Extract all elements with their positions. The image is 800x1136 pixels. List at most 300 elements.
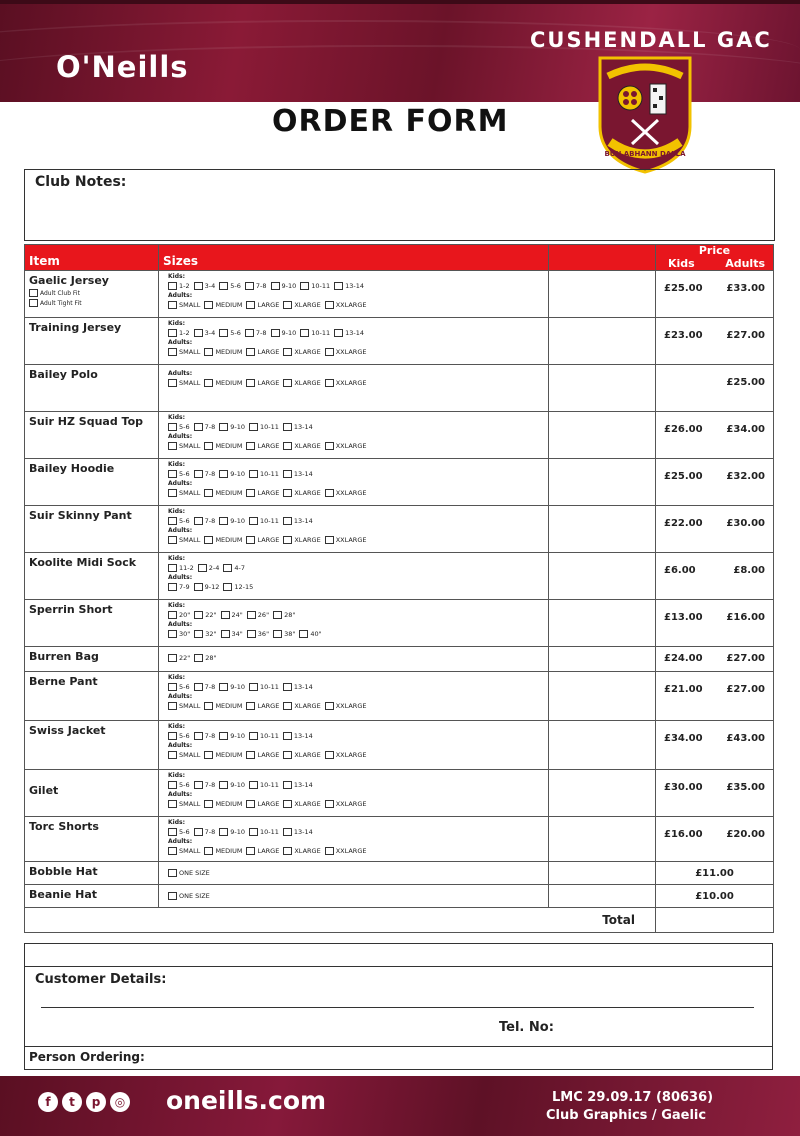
size-option[interactable]	[249, 517, 279, 525]
size-option[interactable]	[273, 630, 295, 638]
size-option[interactable]	[194, 329, 216, 337]
facebook-icon[interactable]: f	[38, 1092, 58, 1112]
checkbox[interactable]	[273, 630, 282, 638]
size-option[interactable]	[283, 423, 313, 431]
size-option[interactable]	[204, 702, 242, 710]
size-option[interactable]	[219, 470, 245, 478]
checkbox[interactable]	[168, 800, 177, 808]
size-option[interactable]	[283, 732, 313, 740]
checkbox[interactable]	[219, 828, 228, 836]
checkbox[interactable]	[168, 892, 177, 900]
size-option[interactable]	[283, 751, 320, 759]
size-option[interactable]	[283, 828, 313, 836]
size-option[interactable]	[283, 702, 320, 710]
kids-price: £6.00	[664, 565, 696, 576]
checkbox[interactable]	[29, 289, 38, 297]
checkbox[interactable]	[204, 301, 213, 309]
checkbox[interactable]	[249, 683, 258, 691]
checkbox[interactable]	[283, 301, 292, 309]
checkbox[interactable]	[168, 442, 177, 450]
checkbox[interactable]	[325, 489, 334, 497]
checkbox[interactable]	[247, 611, 256, 619]
checkbox[interactable]	[325, 379, 334, 387]
quantity-field[interactable]	[549, 817, 656, 862]
size-option[interactable]	[194, 654, 216, 662]
size-option[interactable]	[194, 732, 216, 740]
checkbox[interactable]	[194, 683, 203, 691]
quantity-field[interactable]	[549, 600, 656, 647]
checkbox[interactable]	[325, 751, 334, 759]
checkbox[interactable]	[283, 781, 292, 789]
size-option[interactable]	[168, 301, 200, 309]
checkbox[interactable]	[246, 489, 255, 497]
size-option[interactable]	[245, 329, 267, 337]
checkbox[interactable]	[246, 536, 255, 544]
checkbox[interactable]	[246, 442, 255, 450]
size-option[interactable]	[198, 564, 220, 572]
size-option[interactable]	[325, 536, 367, 544]
checkbox[interactable]	[198, 564, 207, 572]
sizes-cell	[159, 365, 549, 412]
checkbox[interactable]	[334, 282, 343, 290]
quantity-field[interactable]	[549, 506, 656, 553]
size-option[interactable]	[168, 781, 190, 789]
checkbox[interactable]	[334, 329, 343, 337]
size-option[interactable]	[168, 892, 210, 900]
size-option[interactable]	[325, 702, 367, 710]
checkbox[interactable]	[283, 470, 292, 478]
size-option[interactable]	[283, 847, 320, 855]
size-option[interactable]	[194, 282, 216, 290]
size-option[interactable]	[168, 282, 190, 290]
size-option[interactable]	[246, 489, 279, 497]
quantity-field[interactable]	[549, 647, 656, 672]
checkbox[interactable]	[194, 423, 203, 431]
checkbox[interactable]	[325, 536, 334, 544]
size-option[interactable]	[194, 517, 216, 525]
checkbox[interactable]	[219, 470, 228, 478]
twitter-icon[interactable]: t	[62, 1092, 82, 1112]
checkbox[interactable]	[283, 751, 292, 759]
checkbox[interactable]	[204, 442, 213, 450]
checkbox[interactable]	[221, 611, 230, 619]
size-option[interactable]	[283, 489, 320, 497]
quantity-field[interactable]	[549, 459, 656, 506]
checkbox[interactable]	[283, 828, 292, 836]
size-option[interactable]	[325, 348, 367, 356]
size-option[interactable]	[246, 800, 279, 808]
checkbox[interactable]	[219, 423, 228, 431]
quantity-field[interactable]	[549, 862, 656, 885]
checkbox[interactable]	[194, 583, 203, 591]
adult-price: £27.00	[726, 684, 765, 695]
checkbox[interactable]	[219, 517, 228, 525]
size-options	[168, 610, 548, 619]
checkbox[interactable]	[246, 702, 255, 710]
checkbox[interactable]	[249, 470, 258, 478]
fit-option[interactable]	[25, 299, 158, 307]
size-label: 5-6	[179, 780, 190, 789]
checkbox[interactable]	[168, 683, 177, 691]
checkbox[interactable]	[194, 282, 203, 290]
checkbox[interactable]	[246, 301, 255, 309]
size-option[interactable]	[168, 536, 200, 544]
size-option[interactable]	[283, 442, 320, 450]
checkbox[interactable]	[194, 329, 203, 337]
size-option[interactable]	[246, 847, 279, 855]
checkbox[interactable]	[283, 348, 292, 356]
checkbox[interactable]	[204, 348, 213, 356]
size-option[interactable]	[219, 732, 245, 740]
size-option[interactable]	[194, 630, 216, 638]
size-option[interactable]	[273, 611, 295, 619]
size-option[interactable]	[299, 630, 321, 638]
size-option[interactable]	[204, 751, 242, 759]
checkbox[interactable]	[29, 299, 38, 307]
size-option[interactable]	[168, 564, 194, 572]
checkbox[interactable]	[246, 379, 255, 387]
size-option[interactable]	[204, 536, 242, 544]
checkbox[interactable]	[246, 800, 255, 808]
size-option[interactable]	[283, 781, 313, 789]
size-option[interactable]	[219, 683, 245, 691]
checkbox[interactable]	[168, 423, 177, 431]
checkbox[interactable]	[283, 489, 292, 497]
checkbox[interactable]	[168, 654, 177, 662]
size-option[interactable]	[246, 536, 279, 544]
checkbox[interactable]	[249, 732, 258, 740]
price-cell	[656, 862, 774, 885]
size-option[interactable]	[249, 423, 279, 431]
checkbox[interactable]	[168, 536, 177, 544]
size-option[interactable]	[283, 348, 320, 356]
size-option[interactable]	[204, 379, 242, 387]
size-option[interactable]	[283, 517, 313, 525]
checkbox[interactable]	[249, 423, 258, 431]
size-option[interactable]	[246, 379, 279, 387]
checkbox[interactable]	[204, 800, 213, 808]
size-label: 3-4	[204, 281, 216, 290]
size-option[interactable]	[219, 781, 245, 789]
size-group-label: Adults:	[168, 791, 193, 798]
checkbox[interactable]	[194, 781, 203, 789]
checkbox[interactable]	[283, 379, 292, 387]
fit-option[interactable]	[25, 289, 158, 297]
quantity-field[interactable]	[549, 318, 656, 365]
checkbox[interactable]	[204, 751, 213, 759]
size-option[interactable]	[223, 583, 253, 591]
item-name: Training Jersey	[29, 321, 122, 334]
item-cell	[25, 862, 159, 885]
size-option[interactable]	[271, 329, 297, 337]
quantity-field[interactable]	[549, 770, 656, 817]
size-option[interactable]	[194, 683, 216, 691]
quantity-field[interactable]	[549, 271, 656, 318]
checkbox[interactable]	[283, 847, 292, 855]
checkbox[interactable]	[249, 828, 258, 836]
size-group-label: Kids:	[168, 674, 185, 681]
checkbox[interactable]	[223, 564, 232, 572]
size-label: SMALL	[179, 441, 201, 450]
checkbox[interactable]	[194, 470, 203, 478]
checkbox[interactable]	[168, 781, 177, 789]
size-option[interactable]	[204, 348, 242, 356]
size-label: 13-14	[293, 422, 313, 431]
checkbox[interactable]	[245, 329, 254, 337]
size-option[interactable]	[271, 282, 297, 290]
size-option[interactable]	[204, 442, 242, 450]
checkbox[interactable]	[194, 630, 203, 638]
checkbox[interactable]	[168, 611, 177, 619]
size-option[interactable]	[168, 470, 190, 478]
size-option[interactable]	[247, 611, 269, 619]
checkbox[interactable]	[194, 611, 203, 619]
size-group-label: Adults:	[168, 292, 193, 299]
size-option[interactable]	[168, 517, 190, 525]
size-option[interactable]	[325, 442, 367, 450]
size-options	[168, 328, 548, 337]
checkbox[interactable]	[300, 282, 309, 290]
size-option[interactable]	[221, 630, 243, 638]
size-option[interactable]	[219, 423, 245, 431]
checkbox[interactable]	[283, 517, 292, 525]
checkbox[interactable]	[325, 348, 334, 356]
size-option[interactable]	[168, 828, 190, 836]
checkbox[interactable]	[168, 517, 177, 525]
checkbox[interactable]	[194, 517, 203, 525]
checkbox[interactable]	[283, 442, 292, 450]
size-option[interactable]	[283, 301, 320, 309]
size-option[interactable]	[204, 800, 242, 808]
size-option[interactable]	[194, 470, 216, 478]
size-label: XXLARGE	[335, 846, 367, 855]
size-option[interactable]	[249, 470, 279, 478]
checkbox[interactable]	[300, 329, 309, 337]
size-option[interactable]	[204, 847, 242, 855]
checkbox[interactable]	[204, 379, 213, 387]
size-option[interactable]	[283, 683, 313, 691]
instagram-icon[interactable]: ◎	[110, 1092, 130, 1112]
quantity-field[interactable]	[549, 672, 656, 721]
checkbox[interactable]	[283, 536, 292, 544]
sizes-cell	[159, 885, 549, 908]
size-option[interactable]	[246, 702, 279, 710]
checkbox[interactable]	[271, 329, 280, 337]
size-option[interactable]	[246, 348, 279, 356]
size-option[interactable]	[219, 828, 245, 836]
size-option[interactable]	[194, 781, 216, 789]
quantity-field[interactable]	[549, 721, 656, 770]
total-field[interactable]	[656, 908, 774, 933]
size-option[interactable]	[168, 751, 200, 759]
size-option[interactable]	[168, 683, 190, 691]
size-option[interactable]	[194, 611, 216, 619]
size-option[interactable]	[283, 379, 320, 387]
size-option[interactable]	[283, 536, 320, 544]
page-title: ORDER FORM	[272, 104, 509, 139]
checkbox[interactable]	[204, 702, 213, 710]
sizes-cell	[159, 770, 549, 817]
checkbox[interactable]	[168, 329, 177, 337]
checkbox[interactable]	[283, 423, 292, 431]
size-option[interactable]	[204, 301, 242, 309]
checkbox[interactable]	[168, 564, 177, 572]
checkbox[interactable]	[325, 800, 334, 808]
size-label: 10-11	[311, 328, 331, 337]
size-option[interactable]	[325, 751, 367, 759]
size-label: MEDIUM	[215, 846, 243, 855]
checkbox[interactable]	[168, 702, 177, 710]
size-option[interactable]	[249, 828, 279, 836]
checkbox[interactable]	[219, 732, 228, 740]
size-option[interactable]	[194, 583, 220, 591]
club-notes-box[interactable]	[24, 169, 775, 241]
size-option[interactable]	[168, 423, 190, 431]
fit-option-label: Adult Club Fit	[40, 289, 80, 297]
size-label: XLARGE	[294, 441, 321, 450]
checkbox[interactable]	[219, 781, 228, 789]
checkbox[interactable]	[247, 630, 256, 638]
checkbox[interactable]	[168, 282, 177, 290]
size-label: XLARGE	[294, 750, 321, 759]
checkbox[interactable]	[168, 751, 177, 759]
size-option[interactable]	[325, 301, 367, 309]
checkbox[interactable]	[246, 348, 255, 356]
size-option[interactable]	[246, 301, 279, 309]
checkbox[interactable]	[223, 583, 232, 591]
checkbox[interactable]	[325, 442, 334, 450]
single-price: £11.00	[695, 868, 734, 879]
customer-details-field[interactable]	[41, 1007, 754, 1008]
size-option[interactable]	[300, 282, 330, 290]
size-option[interactable]	[168, 489, 200, 497]
size-option[interactable]	[219, 517, 245, 525]
size-option[interactable]	[168, 348, 200, 356]
checkbox[interactable]	[249, 517, 258, 525]
size-option[interactable]	[168, 702, 200, 710]
size-option[interactable]	[219, 329, 241, 337]
checkbox[interactable]	[194, 654, 203, 662]
size-label: LARGE	[257, 300, 280, 309]
size-option[interactable]	[168, 732, 190, 740]
checkbox[interactable]	[168, 470, 177, 478]
size-option[interactable]	[246, 751, 279, 759]
checkbox[interactable]	[168, 630, 177, 638]
size-option[interactable]	[300, 329, 330, 337]
checkbox[interactable]	[168, 301, 177, 309]
checkbox[interactable]	[168, 348, 177, 356]
size-option[interactable]	[168, 583, 190, 591]
checkbox[interactable]	[273, 611, 282, 619]
checkbox[interactable]	[283, 800, 292, 808]
size-option[interactable]	[168, 379, 200, 387]
checkbox[interactable]	[219, 282, 228, 290]
size-option[interactable]	[325, 379, 367, 387]
checkbox[interactable]	[246, 751, 255, 759]
quantity-field[interactable]	[549, 553, 656, 600]
size-option[interactable]	[249, 683, 279, 691]
size-option[interactable]	[325, 489, 367, 497]
checkbox[interactable]	[271, 282, 280, 290]
size-option[interactable]	[247, 630, 269, 638]
quantity-field[interactable]	[549, 412, 656, 459]
pinterest-icon[interactable]: p	[86, 1092, 106, 1112]
size-label: LARGE	[257, 846, 280, 855]
quantity-field[interactable]	[549, 365, 656, 412]
checkbox[interactable]	[283, 683, 292, 691]
checkbox[interactable]	[219, 683, 228, 691]
checkbox[interactable]	[204, 536, 213, 544]
size-option[interactable]	[325, 847, 367, 855]
checkbox[interactable]	[168, 583, 177, 591]
checkbox[interactable]	[325, 301, 334, 309]
size-option[interactable]	[194, 423, 216, 431]
checkbox[interactable]	[168, 379, 177, 387]
size-option[interactable]	[221, 611, 243, 619]
checkbox[interactable]	[194, 732, 203, 740]
size-option[interactable]	[168, 869, 210, 877]
size-option[interactable]	[168, 611, 190, 619]
quantity-field[interactable]	[549, 885, 656, 908]
website-link[interactable]: oneills.com	[166, 1086, 327, 1115]
checkbox[interactable]	[194, 828, 203, 836]
checkbox[interactable]	[249, 781, 258, 789]
item-name: Torc Shorts	[29, 820, 99, 833]
checkbox[interactable]	[325, 847, 334, 855]
checkbox[interactable]	[246, 847, 255, 855]
size-option[interactable]	[249, 732, 279, 740]
size-option[interactable]	[245, 282, 267, 290]
checkbox[interactable]	[168, 847, 177, 855]
checkbox[interactable]	[204, 489, 213, 497]
size-option[interactable]	[168, 442, 200, 450]
size-option[interactable]	[194, 828, 216, 836]
size-option[interactable]	[246, 442, 279, 450]
checkbox[interactable]	[283, 732, 292, 740]
size-option[interactable]	[168, 800, 200, 808]
checkbox[interactable]	[168, 732, 177, 740]
size-option[interactable]	[334, 329, 364, 337]
size-option[interactable]	[249, 781, 279, 789]
checkbox[interactable]	[325, 702, 334, 710]
checkbox[interactable]	[221, 630, 230, 638]
size-option[interactable]	[334, 282, 364, 290]
checkbox[interactable]	[299, 630, 308, 638]
size-option[interactable]	[168, 847, 200, 855]
size-option[interactable]	[283, 470, 313, 478]
size-label: XXLARGE	[335, 347, 367, 356]
size-option[interactable]	[325, 800, 367, 808]
checkbox[interactable]	[245, 282, 254, 290]
checkbox[interactable]	[283, 702, 292, 710]
table-row	[25, 672, 774, 721]
size-option[interactable]	[223, 564, 245, 572]
checkbox[interactable]	[204, 847, 213, 855]
size-label: 28"	[284, 610, 296, 619]
checkbox[interactable]	[168, 828, 177, 836]
checkbox[interactable]	[168, 489, 177, 497]
size-option[interactable]	[204, 489, 242, 497]
size-option[interactable]	[219, 282, 241, 290]
size-option[interactable]	[168, 329, 190, 337]
checkbox[interactable]	[168, 869, 177, 877]
size-option[interactable]	[168, 654, 190, 662]
size-label: 9-10	[230, 827, 246, 836]
checkbox[interactable]	[219, 329, 228, 337]
size-option[interactable]	[283, 800, 320, 808]
size-label: 13-14	[293, 827, 313, 836]
size-option[interactable]	[168, 630, 190, 638]
